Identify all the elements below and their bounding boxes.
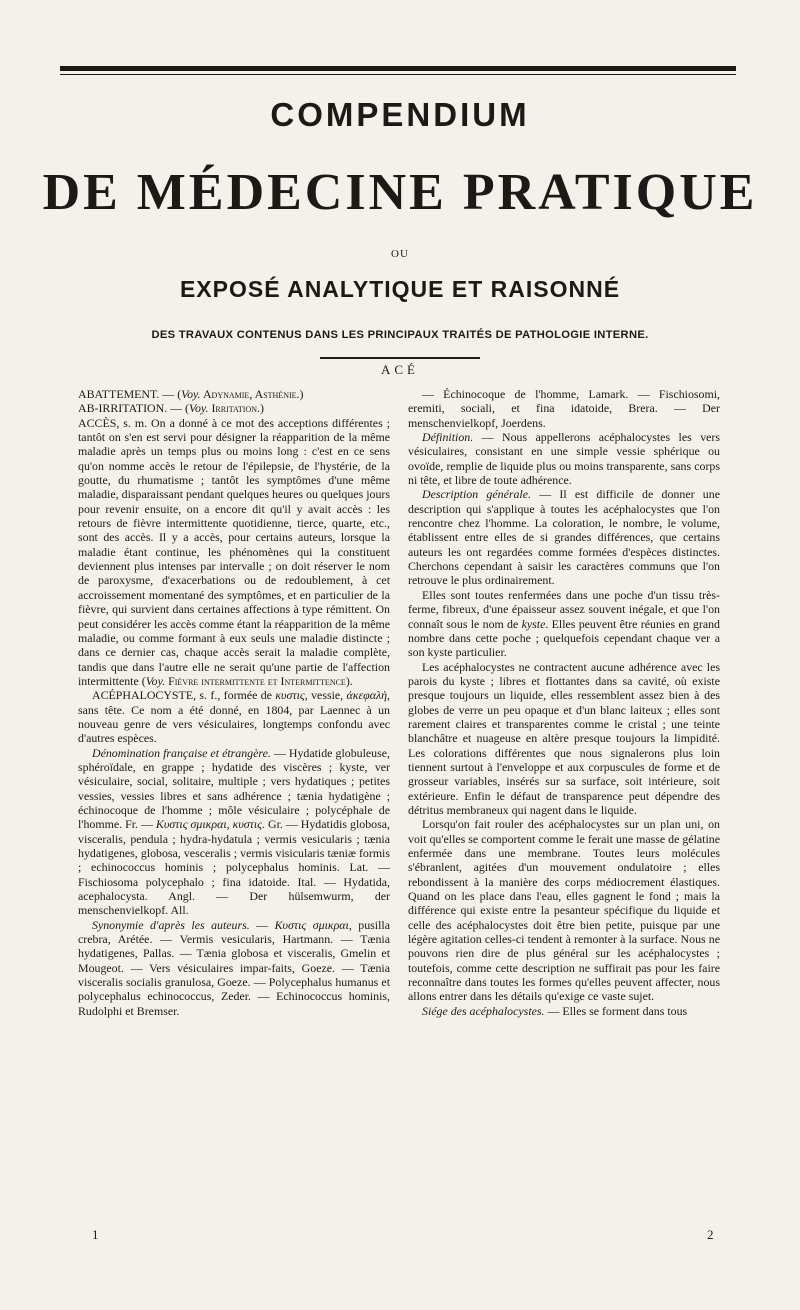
paragraph-label: Description générale. <box>422 487 531 502</box>
entry-acephalocyste: ACÉPHALOCYSTE, s. f., formée de κυστις, vessie, ἀκεφαλὴ, sans tête. Ce nom a été donné, en 1804, par Laennec à un nouveau genre de vers vésiculaires, longtemps confondu avec d'autres espèces. <box>78 688 390 746</box>
title-main: DE MÉDECINE PRATIQUE <box>42 164 758 221</box>
definition-paragraph: Définition. — Nous appellerons acéphalocystes les vers vésiculaires, consistant en une simple vessie sphérique ou ovoïde, remplie de liquide plus ou moins transparente, sans corps ni tête, et libre de toute adhérence. <box>408 430 720 488</box>
entry-abattement: ABATTEMENT. — (Voy. Adynamie, Asthénie.) <box>78 387 304 401</box>
top-rule-thick <box>60 66 736 71</box>
siege-paragraph: Siége des acéphalocystes. — Elles se forment dans tous <box>422 1003 688 1018</box>
paragraph-label: Siége des acéphalocystes. <box>422 1003 545 1018</box>
left-column <box>78 387 390 1247</box>
top-rule-thin <box>60 74 736 75</box>
middle-rule <box>320 357 480 359</box>
synonymie-continued: — Échinocoque de l'homme, Lamark. — Fischiosomi, eremiti, sociali, et fina idatoide, Brera. — Der menschenvielkopf, Joerdens. <box>408 387 720 430</box>
description-paragraph: Description générale. — Il est difficile de donner une description qui s'applique à toutes les acéphalocystes que l'on rencontre chez l'homme. La coloration, le nombre, le volume, établissent entre elles de si grandes différences, que certains auteurs les ont regardées comme formées d'espèces distinctes. Cherchons cependant à saisir les caractères communs que l'on retrouve le plus ordinairement. <box>408 487 720 588</box>
kyste-paragraph: Elles sont toutes renfermées dans une poche d'un tissu très-ferme, fibreux, d'une épaisseur assez souvent inégale, et que l'on connaît sous le nom de kyste. Elles peuvent être réunies en grand nombre dans cette poche ; quelquefois cependant chaque ver a son kyste particulier. <box>408 587 720 660</box>
entry-term: ABATTEMENT. <box>78 387 160 401</box>
rolling-paragraph: Lorsqu'on fait rouler des acéphalocystes sur un plan uni, on voit qu'elles se comportent comme le ferait une masse de gélatine enfermée dans une membrane. Toutes leurs molécules s'ébranlent, agitées d'un mouvement ondulatoire ; elles rebondissent à la manière des corps médiocrement élastiques. Quand on les place dans l'eau, elles gagnent le fond ; mais la différence qui existe entre la pesanteur spécifique du liquide et celle des acéphalocystes doit être bien petite, puisque par une légère agitation celles-ci tendent à remonter à la surface. Nous ne pouvons rien dire de plus général sur les acéphalocystes ; toutefois, comme cette description ne suffirait pas pour les faire reconnaître dans toutes les formes qu'elles peuvent affecter, nous allons entrer dans les détails qu'exige ce vaste sujet. <box>408 817 720 1004</box>
entry-term: AB-IRRITATION. <box>78 401 168 416</box>
entry-term: ACCÈS, <box>78 415 120 430</box>
paragraph-label: Dénomination française et étrangère. <box>92 745 271 760</box>
entry-ab-irritation: AB-IRRITATION. — (Voy. Irritation.) <box>78 401 264 416</box>
title-compendium: COMPENDIUM <box>270 96 530 133</box>
paragraph-label: Synonymie d'après les auteurs. <box>92 917 250 932</box>
synonymie-paragraph: Synonymie d'après les auteurs. — Κυστις σμικραι, pusilla crebra, Arétée. — Vermis vesicularis, Hartmann. — Tænia hydatigenes, Pallas. — Tænia globosa et visceralis, Gmelin et Mougeot. — Vers vésiculaires impar-faits, Goeze. — Tænia visceralis socialis granulosa, Goeze. — Polycephalus humanus et polycephalus echinococcus, Zeder. — Echinococcus hominis, Rudolphi et Bremser. <box>78 917 390 1018</box>
title-ou: OU <box>391 248 409 260</box>
page-number-left: 1 <box>92 1227 99 1242</box>
text-columns <box>78 387 720 1247</box>
right-column <box>408 387 720 1247</box>
page-number-right: 2 <box>707 1227 714 1242</box>
entry-acces: ACCÈS, s. m. On a donné à ce mot des acceptions différentes ; tantôt on s'en est servi pour désigner la réapparition de la même maladie après un temps plus ou moins long : c'est en ce sens qu'on nomme accès le retour de l'épilepsie, de l'hystérie, de la goutte, du rhumatisme ; tantôt les symptômes d'une même maladie, disparaissant pendant quelques heures ou quelques jours pour revenir ensuite, on a encore dit qu'il y avait accès : les retours de fièvre intermittente quotidienne, tierce, quarte, etc., sont des accès. Il y a accès, pour certains auteurs, lorsque la maladie étant continue, les phénomènes qui la constituent deviennent plus intenses par intervalle ; on doit réserver le nom de paroxysme, d'exacerbations ou de redoublement, à cet accroissement momentané des symptômes, et en particulier de la fièvre, qui survient dans certaines affections à type rémittent. On peut considérer les accès comme étant la réapparition de la même maladie, ou comme formant à eux seuls une maladie distincte ; dans ce dernier cas, chaque accès serait la maladie complète, tandis que dans l'autre elle ne serait qu'une partie de l'affection intermittente (Voy. Fièvre intermittente et Intermittence). <box>78 415 390 688</box>
entry-term: ACÉPHALOCYSTE, <box>92 688 197 703</box>
section-heading: ACÉ <box>381 362 419 377</box>
description-line: DES TRAVAUX CONTENUS DANS LES PRINCIPAUX TRAITÉS DE PATHOLOGIE INTERNE. <box>151 329 649 341</box>
adherence-paragraph: Les acéphalocystes ne contractent aucune adhérence avec les parois du kyste ; libres et flottantes dans sa cavité, où existe presque toujours un liquide, elles ressemblent assez bien à des globes de verre un peu opaque et d'un blanc laiteux ; elles sont rarement claires et transparentes comme le cristal ; une teinte blanchâtre et nuageuse en altère presque toujours la limpidité. Les colorations différentes que nous signalerons plus loin tiennent surtout à l'enveloppe et aux corpuscules de forme et de grosseur variables, insérés sur sa surface, soit intérieure, soit extérieure. Enfin le défaut de transparence peut dépendre des détritus membraneux qui nagent dans le liquide. <box>408 659 720 817</box>
denomination-paragraph: Dénomination française et étrangère. — Hydatide globuleuse, sphéroïdale, en grappe ; hydatide des viscères ; kyste, ver vésiculaire, social, solitaire, multiple ; vers hydatiques ; petites vessies, vessies libres et sans adhérence ; tænia hydatigène ; échinocoque de l'homme ; môle vésiculaire ; polycéphale de l'homme. Fr. — Κυστις σμικραι, κυστις. Gr. — Hydatidis globosa, visceralis, pendula ; hydra-hydatula ; vermis vesicularis ; tænia hydatigenes, globosa, vesceralis ; vermis visicularis tæniæ formis ; echinococcus hominis ; polycephalus hominis. Lat. — Fischiosoma polycephalo ; fina idatoide. Ital. — Hydatida, acephalocysta. Angl. — Der hülsemwurm, der menschenvielkopf. All. <box>78 745 390 918</box>
subtitle: EXPOSÉ ANALYTIQUE ET RAISONNÉ <box>179 276 621 302</box>
paragraph-label: Définition. <box>422 430 474 445</box>
